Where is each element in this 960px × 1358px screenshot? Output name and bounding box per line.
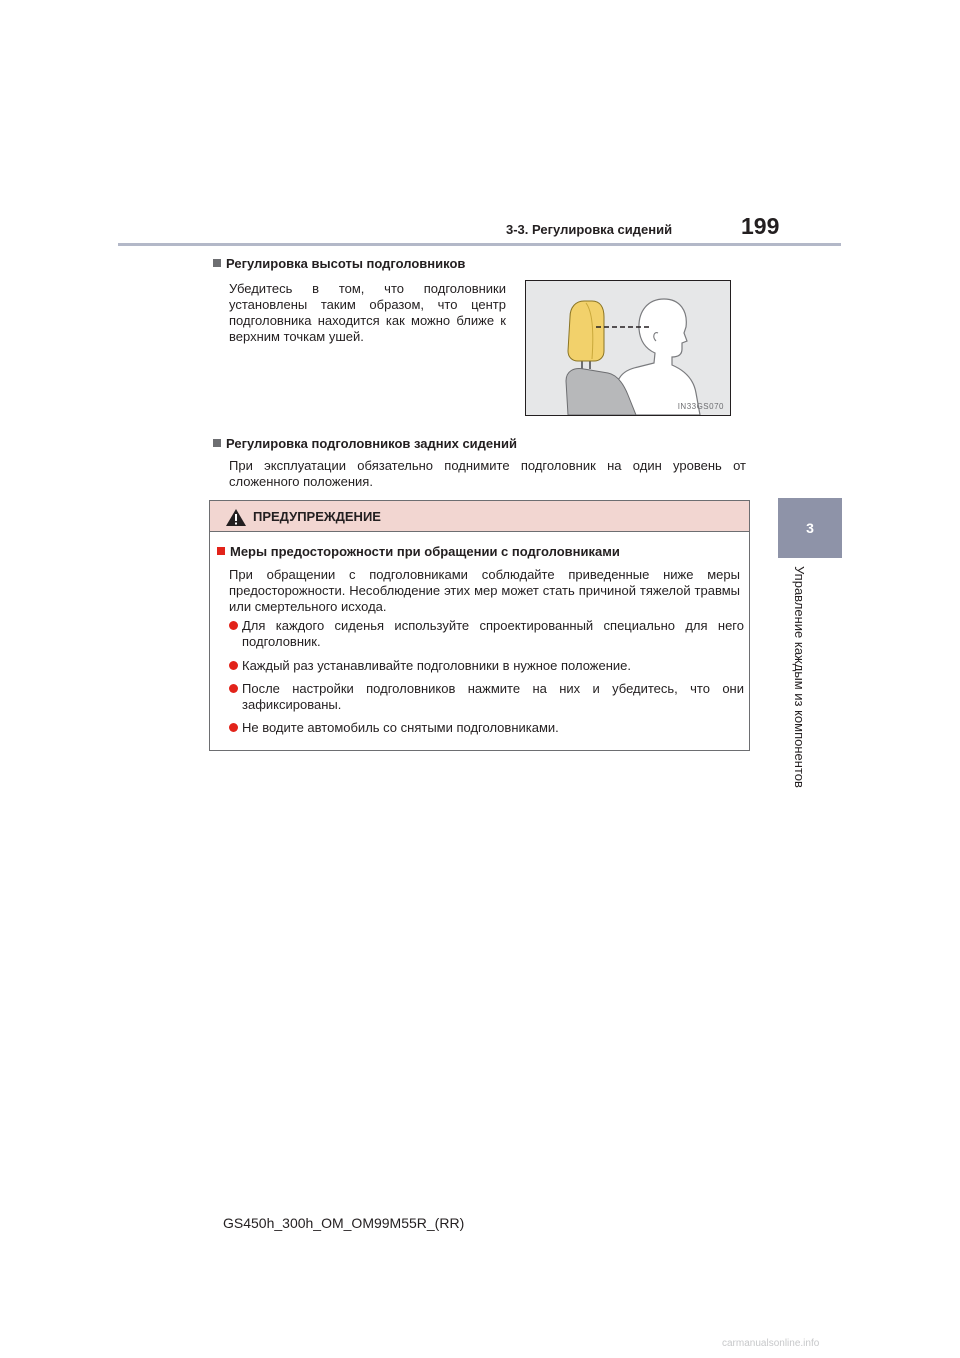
warning-bullet-text: Для каждого сиденья используйте спроектированный специально для него подголовник. bbox=[242, 618, 744, 649]
section-heading-headrest-height bbox=[213, 256, 465, 271]
section-paragraph: При эксплуатации обязательно поднимите подголовник на один уровень от сложенного положения. bbox=[229, 458, 746, 489]
bullet-dot-icon bbox=[229, 661, 238, 670]
footer-doc-id: GS450h_300h_OM_OM99M55R_(RR) bbox=[223, 1215, 465, 1231]
warning-box bbox=[209, 500, 750, 751]
warning-heading bbox=[217, 544, 620, 559]
warning-bullet bbox=[229, 658, 744, 674]
headrest bbox=[568, 301, 604, 361]
warning-bullet bbox=[229, 720, 744, 736]
warning-bullet bbox=[229, 618, 744, 650]
headrest-illustration bbox=[525, 280, 731, 416]
warning-triangle-icon bbox=[225, 508, 247, 527]
warning-heading-text: Меры предосторожности при обращении с подголовниками bbox=[230, 544, 620, 559]
bullet-dot-icon bbox=[229, 621, 238, 630]
section-heading-rear-headrests bbox=[213, 436, 517, 451]
bullet-dot-icon bbox=[229, 723, 238, 732]
square-bullet-icon bbox=[213, 259, 221, 267]
square-bullet-icon bbox=[213, 439, 221, 447]
warning-header bbox=[210, 501, 749, 532]
page-number: 199 bbox=[741, 213, 780, 239]
warning-intro: При обращении с подголовниками соблюдайте приведенные ниже меры предосторожности. Несоблюдение этих мер может стать причиной тяжелой травмы или смертельного исхода. bbox=[229, 567, 740, 614]
square-bullet-icon bbox=[217, 547, 225, 555]
section-header: 3-3. Регулировка сидений bbox=[506, 222, 673, 237]
section-paragraph: Убедитесь в том, что подголовники установлены таким образом, что центр подголовника находится как можно ближе к верхним точкам ушей. bbox=[229, 281, 506, 344]
header-divider bbox=[118, 243, 841, 246]
warning-bullet-text: Не водите автомобиль со снятыми подголовниками. bbox=[242, 720, 559, 735]
headrest-position-diagram bbox=[526, 281, 730, 415]
warning-bullet bbox=[229, 681, 744, 713]
warning-bullet-text: После настройки подголовников нажмите на них и убедитесь, что они зафиксированы. bbox=[242, 681, 744, 712]
figure-code: IN33GS070 bbox=[677, 402, 724, 411]
warning-bullet-text: Каждый раз устанавливайте подголовники в нужное положение. bbox=[242, 658, 631, 673]
section-heading-text: Регулировка подголовников задних сидений bbox=[226, 436, 517, 451]
warning-title: ПРЕДУПРЕЖДЕНИЕ bbox=[253, 509, 381, 524]
chapter-number: 3 bbox=[806, 520, 814, 536]
watermark: carmanualsonline.info bbox=[722, 1338, 820, 1349]
section-heading-text: Регулировка высоты подголовников bbox=[226, 256, 466, 271]
chapter-title: Управление каждым из компонентов bbox=[792, 566, 807, 788]
chapter-tab bbox=[778, 498, 842, 558]
bullet-dot-icon bbox=[229, 684, 238, 693]
